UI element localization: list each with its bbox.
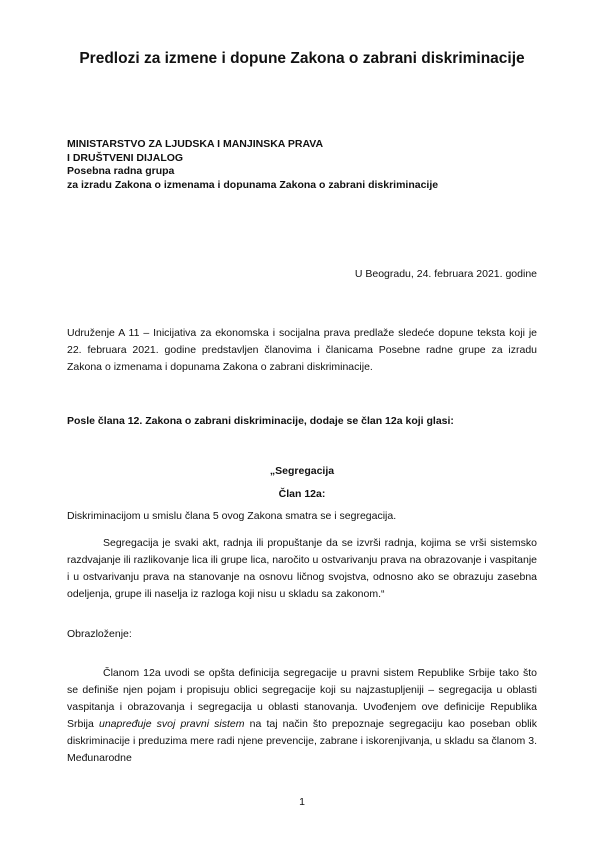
proposal-heading: Posle člana 12. Zakona o zabrani diskriminacije, dodaje se član 12a koji glasi: [67, 415, 454, 427]
sender-line-dialog: I DRUŠTVENI DIJALOG [67, 151, 184, 164]
intro-paragraph: Udruženje A 11 – Inicijativa za ekonomska i socijalna prava predlaže sledeće dopune teksta koji je 22. februara 2021. godine predstavljen članovima i članicama Posebne radne grupe za izradu Zakona o izmenama i dopunama Zakona o zabrani diskriminacije. [67, 327, 537, 373]
sender-line-purpose: za izradu Zakona o izmenama i dopunama Zakona o zabrani diskriminacije [67, 178, 439, 191]
article-title: „Segregacija [269, 465, 335, 477]
explanation-paragraph [67, 665, 537, 767]
place-date: U Beogradu, 24. februara 2021. godine [354, 268, 537, 280]
article-paragraph-2: Segregacija je svaki akt, radnja ili propuštanje da se izvrši radnja, kojima se vrši sistemsko razdvajanje ili razlikovanje lica ili grupe lica, naročito u ostvarivanju prava na obrazovanje i vaspitanje i u ostvarivanju prava na stanovanje na osnovu ličnog svojstva, odnosno ako se obrazuju zasebna odeljenja, grupe ili naselja iz razloga koji nisu u skladu sa zakonom.“ [67, 537, 537, 600]
article-paragraph-1: Diskriminacijom u smislu člana 5 ovog Zakona smatra se i segregacija. [67, 510, 397, 522]
explanation-italic-text: unapređuje svoj pravni sistem [98, 718, 245, 730]
page-number: 1 [299, 796, 305, 808]
explanation-label: Obrazloženje: [67, 628, 132, 640]
sender-line-ministry: MINISTARSTVO ZA LJUDSKA I MANJINSKA PRAVA [67, 138, 324, 150]
explanation-text-end: na taj način što prepoznaje segregaciju kao poseban oblik diskriminacije i preduzima mere radi njene prevencije, zabrane i iskorenjivanja, u skladu sa članom 3. Međunarodne [67, 718, 538, 764]
explanation-text-start: Članom 12a uvodi se opšta definicija segregacije u pravni sistem Republike Srbije tako što se definiše njen pojam i propisuju oblici segregacije koji su najzastupljeniji – segregacija u oblasti vaspitanja i obrazovanja i segregacija u oblasti stanovanja. Uvođenjem ove definicije Republika Srbija [67, 667, 537, 730]
sender-line-working-group: Posebna radna grupa [67, 165, 175, 177]
sender-block [67, 138, 438, 192]
document-title: Predlozi za izmene i dopune Zakona o zabrani diskriminacije [79, 50, 525, 67]
article-number: Član 12a: [278, 488, 326, 500]
